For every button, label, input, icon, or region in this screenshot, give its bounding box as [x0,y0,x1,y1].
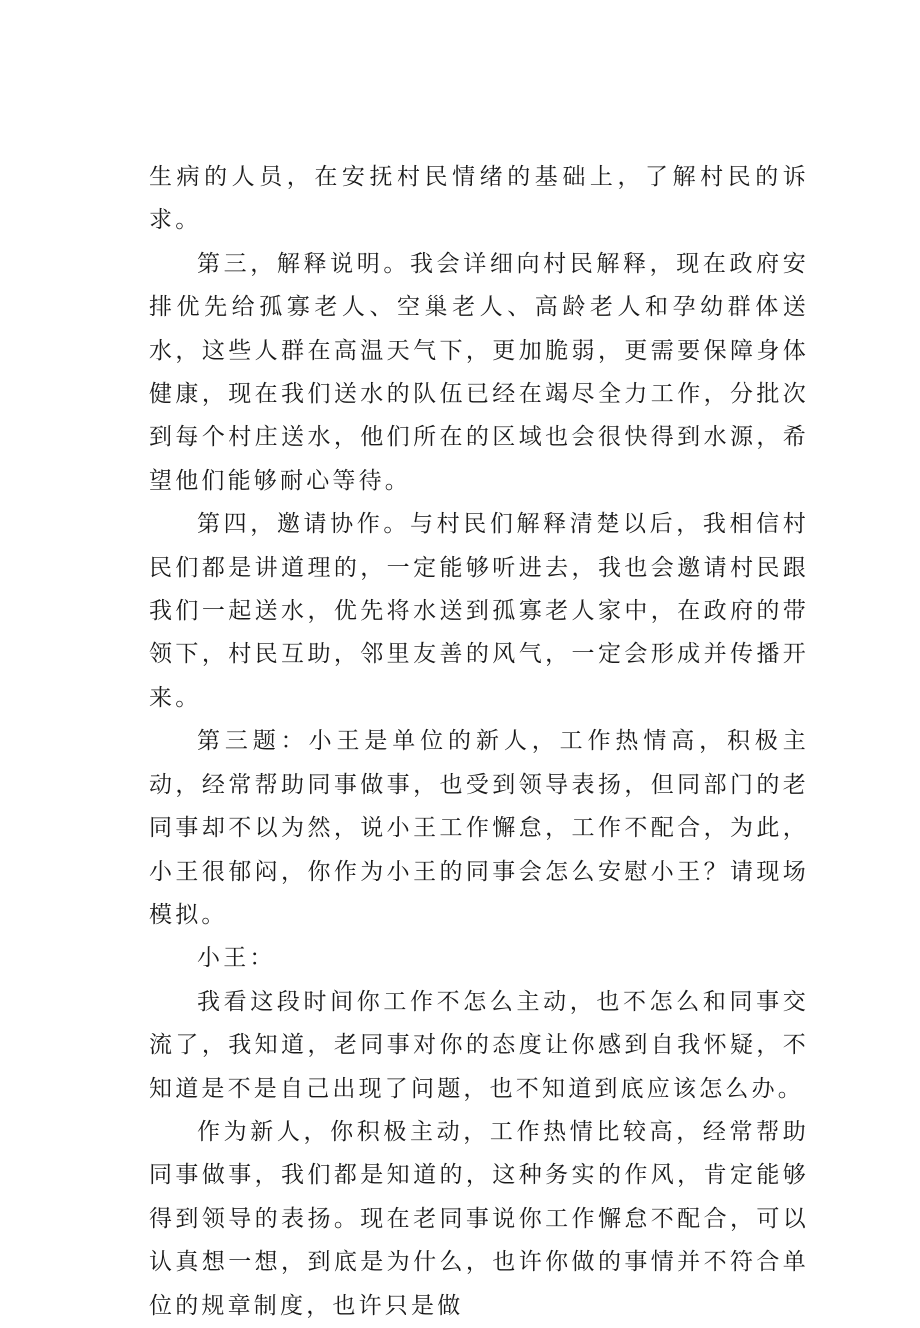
paragraph-salutation: 小王： [197,945,276,972]
paragraph-response-one: 我看这段时间你工作不怎么主动，也不怎么和同事交流了，我知道，老同事对你的态度让你感到自我怀疑，不知道是不是自己出现了问题，也不知道到底应该怎么办。 [149,988,809,1102]
paragraph-third-point: 第三，解释说明。我会详细向村民解释，现在政府安排优先给孤寡老人、空巢老人、高龄老人和孕幼群体送水，这些人群在高温天气下，更加脆弱，更需要保障身体健康，现在我们送水的队伍已经在竭尽全力工作，分批次到每个村庄送水，他们所在的区域也会很快得到水源，希望他们能够耐心等待。 [149,250,809,494]
paragraph-question-three: 第三题：小王是单位的新人，工作热情高，积极主动，经常帮助同事做事，也受到领导表扬，但同部门的老同事却不以为然，说小王工作懈怠，工作不配合，为此，小王很郁闷，你作为小王的同事会怎么安慰小王？请现场模拟。 [149,728,809,928]
paragraph-fourth-point: 第四，邀请协作。与村民们解释清楚以后，我相信村民们都是讲道理的，一定能够听进去，我也会邀请村民跟我们一起送水，优先将水送到孤寡老人家中，在政府的带领下，村民互助，邻里友善的风气，一定会形成并传播开来。 [149,511,809,711]
document-body [149,156,809,1328]
paragraph-response-two: 作为新人，你积极主动，工作热情比较高，经常帮助同事做事，我们都是知道的，这种务实的作风，肯定能够得到领导的表扬。现在老同事说你工作懈怠不配合，可以认真想一想，到底是为什么，也许你做的事情并不符合单位的规章制度，也许只是做 [149,1118,809,1319]
paragraph-continuation: 生病的人员，在安抚村民情绪的基础上，了解村民的诉求。 [149,164,809,234]
